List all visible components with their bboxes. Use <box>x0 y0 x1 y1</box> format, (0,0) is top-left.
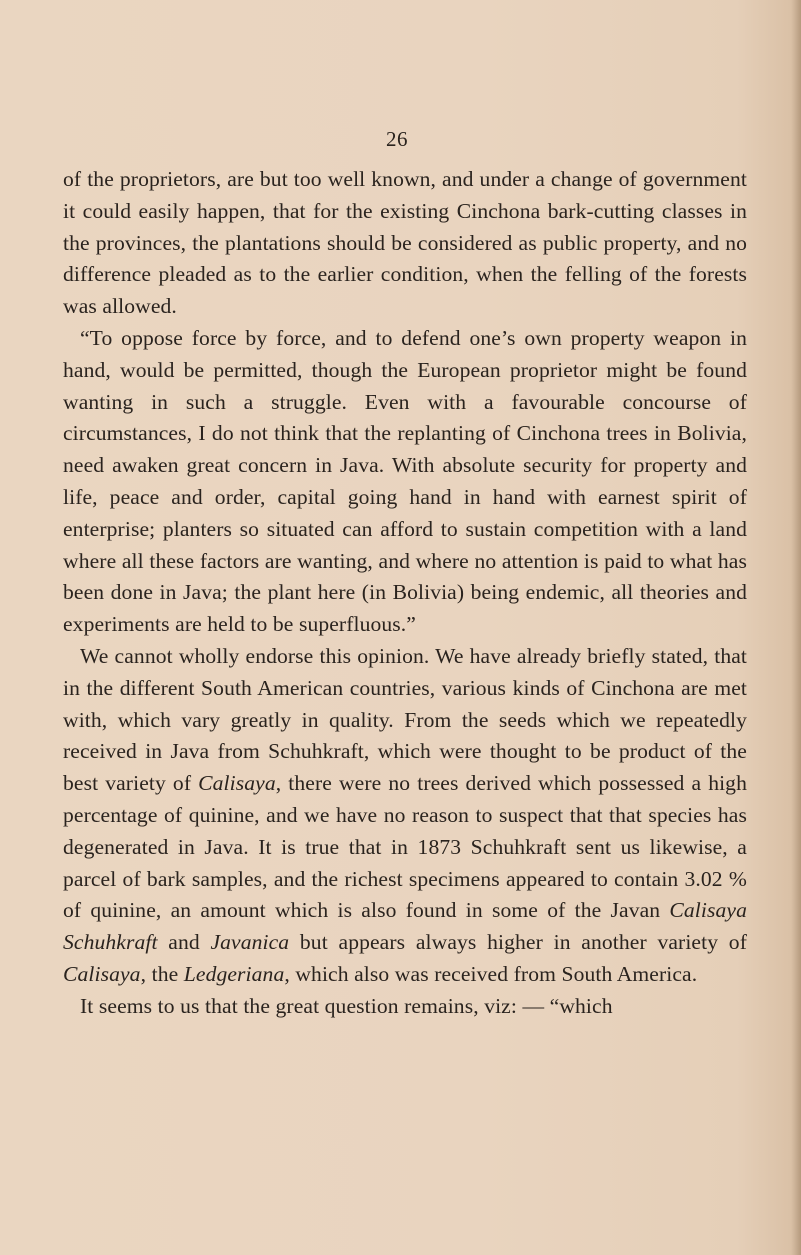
italic-term: Calisaya <box>198 771 276 796</box>
italic-term: Javanica <box>210 930 290 955</box>
paragraph-text: We cannot wholly endorse this opinion. We have already briefly stated, that in the different South American countries, various kinds of Cinchona are met with, which vary greatly in quality. From the seeds which we repeatedly received in Java from Schuhkraft, which were thought to be product of the best variety of <box>63 643 747 796</box>
page-number: 26 <box>386 127 408 151</box>
paragraph-text: and <box>157 930 211 955</box>
paragraph-3 <box>63 641 747 991</box>
paragraph-text: but appears always higher in another variety of <box>289 930 747 955</box>
paragraph-text: of the proprietors, are but too well known, and under a change of government it could easily happen, that for the existing Cinchona bark-cutting classes in the provinces, the plantations should be considered as public property, and no difference pleaded as to the earlier condition, when the felling of the forests was allowed. <box>63 167 747 319</box>
italic-term: Ledgeriana <box>183 961 285 986</box>
paragraph-4 <box>63 991 747 1023</box>
paragraph-text: , there were no trees derived which possessed a high percentage of quinine, and we have no reason to suspect that that species has degenerated in Java. It is true that in 1873 Schuhkraft sent us likewise, a parcel of bark samples, and the richest specimens appeared to contain 3.02 % of quinine, an amount which is also found in some of the Javan <box>63 771 747 923</box>
paragraph-1 <box>63 164 747 323</box>
paragraph-2 <box>63 323 747 641</box>
page-edge-shadow <box>791 0 801 1255</box>
paragraph-text: , the <box>140 961 184 986</box>
paragraph-text: It seems to us that the great question remains, viz: — “which <box>80 993 613 1018</box>
paragraph-text: , which also was received from South America. <box>284 961 698 986</box>
italic-term: Calisaya <box>63 961 141 986</box>
body-text <box>63 164 747 1023</box>
paragraph-text: “To oppose force by force, and to defend one’s own property weapon in hand, would be permitted, though the European proprietor might be found wanting in such a struggle. Even with a favourable concourse of circumstances, I do not think that the replanting of Cinchona trees in Bolivia, need awaken great concern in Java. With absolute security for property and life, peace and order, capital going hand in hand with earnest spirit of enterprise; planters so situated can afford to sustain competition with a land where all these factors are wanting, and where no attention is paid to what has been done in Java; the plant here (in Bolivia) being endemic, all theories and experiments are held to be superfluous.” <box>63 325 747 637</box>
italic-term: Calisaya Schuhkraft <box>63 898 747 955</box>
